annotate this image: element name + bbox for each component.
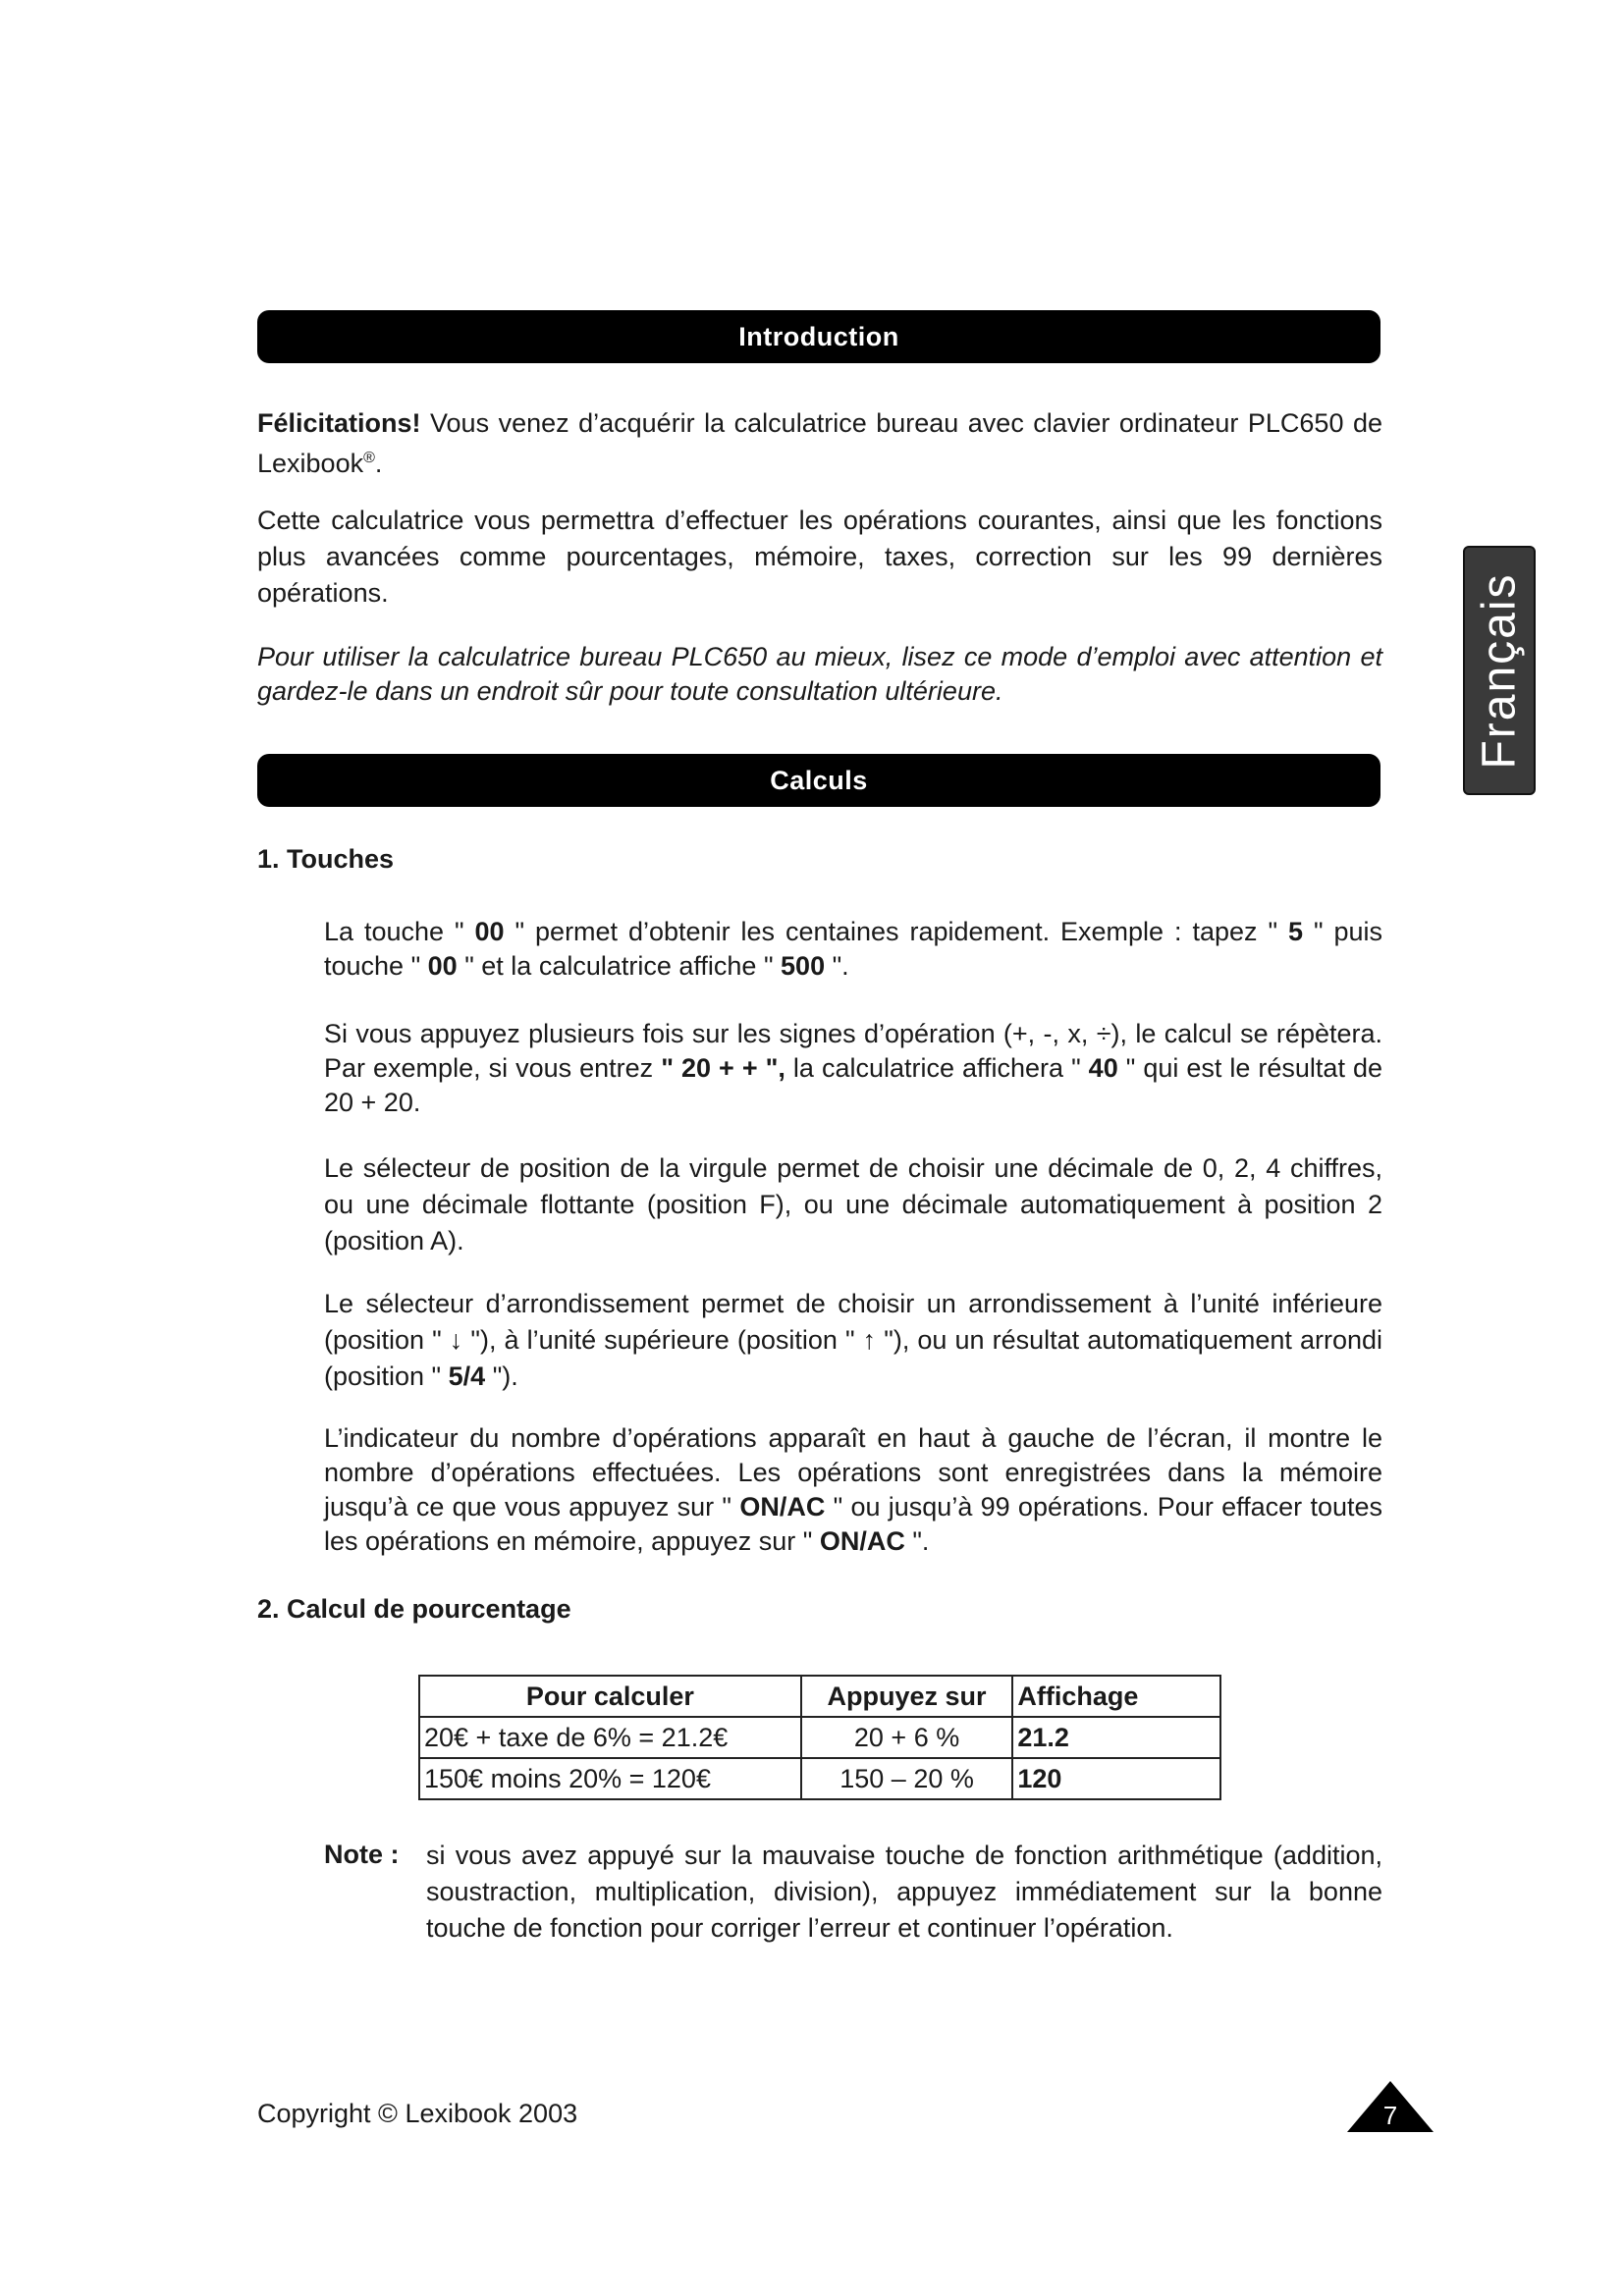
cell-calculation: 150€ moins 20% = 120€ xyxy=(419,1758,801,1799)
t1-h: 500 xyxy=(781,951,826,981)
header-pour-calculer: Pour calculer xyxy=(419,1676,801,1717)
touches-paragraph-4 xyxy=(324,1286,1382,1395)
intro-p1-text: Vous venez d’acquérir la calculatrice bureau avec clavier ordinateur PLC650 de Lexibook xyxy=(257,408,1382,478)
table-row xyxy=(419,1717,1220,1758)
t2-b: " 20 + + ", xyxy=(661,1053,785,1083)
note-text: si vous avez appuyé sur la mauvaise touche de fonction arithmétique (addition, soustraction, multiplication, division), appuyez immédiatement sur la bonne touche de fonction pour corriger l’erreur et continuer l’opération. xyxy=(426,1841,1382,1943)
percentage-table xyxy=(418,1675,1221,1800)
t1-a: La touche " xyxy=(324,917,475,946)
congratulations-text: Félicitations! xyxy=(257,408,421,438)
t1-d: 5 xyxy=(1287,917,1303,946)
intro-paragraph-2: Cette calculatrice vous permettra d’effectuer les opérations courantes, ainsi que les fonctions plus avancées comme pourcentages, mémoire, taxes, correction sur les 99 dernières opérations. xyxy=(257,506,1382,608)
section-title-introduction: Introduction xyxy=(738,321,899,351)
section-bar-introduction xyxy=(257,310,1380,363)
table-header-row xyxy=(419,1676,1220,1717)
touches-paragraph-5 xyxy=(324,1421,1382,1559)
intro-p1-end: . xyxy=(374,449,383,478)
intro-paragraph-3: Pour utiliser la calculatrice bureau PLC650 au mieux, lisez ce mode d’emploi avec attention et gardez-le dans un endroit sûr pour toute consultation ultérieure. xyxy=(257,642,1382,706)
cell-keys: 150 – 20 % xyxy=(801,1758,1013,1799)
language-side-tab xyxy=(1463,546,1536,795)
pourcentage-heading: 2. Calcul de pourcentage xyxy=(257,1594,571,1624)
t2-e: " qui est le résultat de 20 + 20. xyxy=(324,1053,1382,1117)
t1-b: 00 xyxy=(474,917,505,946)
note-label: Note : xyxy=(324,1840,400,1869)
cell-display: 21.2 xyxy=(1012,1717,1220,1758)
header-appuyez-sur: Appuyez sur xyxy=(801,1676,1013,1717)
registered-mark: ® xyxy=(363,450,375,466)
t5-a: L’indicateur du nombre d’opérations apparaît en haut à gauche de l’écran, il montre le nombre d’opérations effectuées. Les opérations sont enregistrées dans la mémoire jusqu’à ce que vous appuyez sur " xyxy=(324,1423,1382,1522)
t5-c: " ou jusqu’à 99 opérations. Pour effacer toutes les opérations en mémoire, appuyez sur " xyxy=(324,1492,1383,1556)
t4-a: Le sélecteur d’arrondissement permet de choisir un arrondissement à l’unité inférieure (position " ↓ "), à l’unité supérieure (position " ↑ "), ou un résultat automatiquement arrondi (position " xyxy=(324,1289,1382,1391)
t1-i: ". xyxy=(825,951,849,981)
header-affichage: Affichage xyxy=(1012,1676,1220,1717)
table-row xyxy=(419,1758,1220,1799)
t2-c: la calculatrice affichera " xyxy=(785,1053,1089,1083)
t1-g: " et la calculatrice affiche " xyxy=(457,951,782,981)
t4-b: 5/4 xyxy=(448,1362,486,1391)
t5-d: ON/AC xyxy=(819,1526,905,1556)
t1-c: " permet d’obtenir les centaines rapidement. Exemple : tapez " xyxy=(504,917,1288,946)
t5-b: ON/AC xyxy=(739,1492,826,1522)
section-bar-calculs xyxy=(257,754,1380,807)
copyright-text: Copyright © Lexibook 2003 xyxy=(257,2099,578,2128)
touches-heading: 1. Touches xyxy=(257,844,395,874)
t1-e: " puis touche " xyxy=(324,917,1382,981)
cell-display: 120 xyxy=(1012,1758,1220,1799)
touches-paragraph-3: Le sélecteur de position de la virgule permet de choisir une décimale de 0, 2, 4 chiffres, ou une décimale flottante (position F), ou une décimale automatiquement à position 2 (position A). xyxy=(324,1153,1382,1255)
t2-a: Si vous appuyez plusieurs fois sur les signes d’opération (+, -, x, ÷), le calcul se répètera. Par exemple, si vous entrez xyxy=(324,1019,1382,1083)
t2-d: 40 xyxy=(1088,1053,1118,1083)
page-number: 7 xyxy=(1382,2101,1398,2130)
cell-calculation: 20€ + taxe de 6% = 21.2€ xyxy=(419,1717,801,1758)
touches-paragraph-1 xyxy=(324,915,1382,984)
t1-f: 00 xyxy=(427,951,458,981)
t4-c: "). xyxy=(485,1362,518,1391)
cell-keys: 20 + 6 % xyxy=(801,1717,1013,1758)
touches-paragraph-2 xyxy=(324,1017,1382,1120)
page-number-badge xyxy=(1345,2079,1435,2134)
t5-e: ". xyxy=(904,1526,930,1556)
language-label: Français xyxy=(1473,571,1526,770)
intro-paragraph-1 xyxy=(257,406,1382,481)
section-title-calculs: Calculs xyxy=(770,765,868,795)
